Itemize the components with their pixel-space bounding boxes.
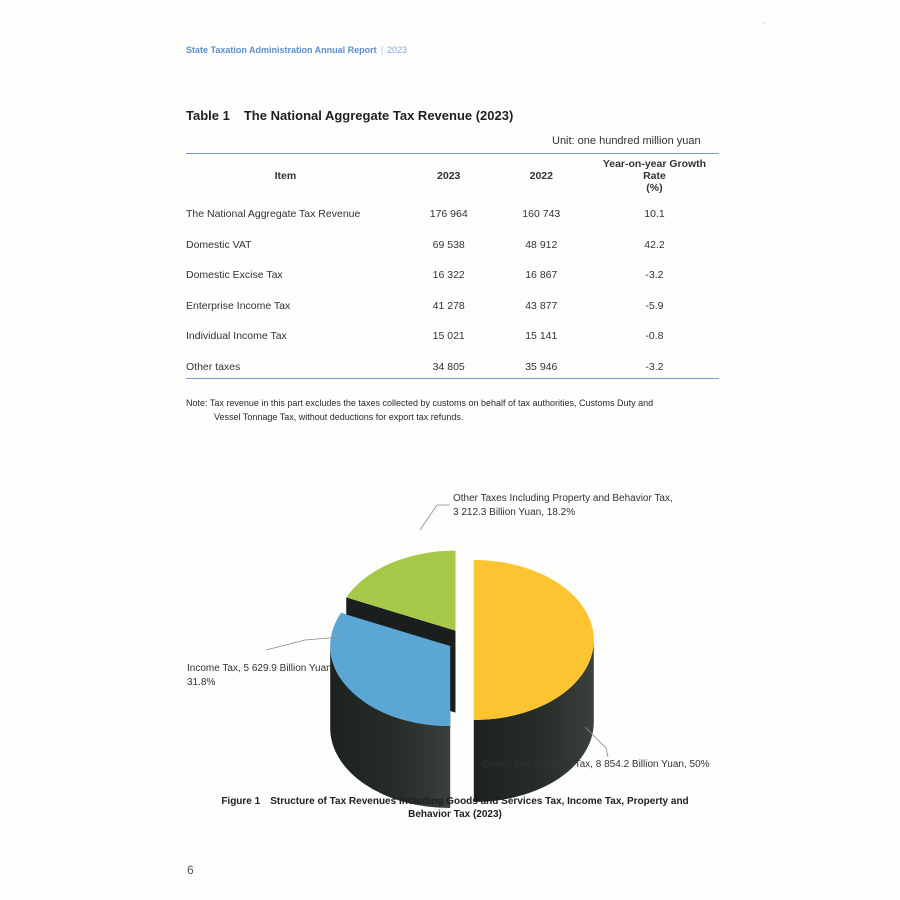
cell-item: Enterprise Income Tax bbox=[186, 299, 291, 312]
cell-2023: 69 538 bbox=[432, 238, 465, 251]
callout-other-taxes-line1: Other Taxes Including Property and Behavior Tax, bbox=[453, 493, 673, 504]
cell-item: Domestic Excise Tax bbox=[186, 269, 283, 282]
page-number: 6 bbox=[187, 863, 194, 877]
cell-2023: 34 805 bbox=[432, 360, 465, 373]
cell-growth: 42.2 bbox=[644, 238, 665, 251]
callout-other-taxes bbox=[453, 492, 673, 520]
callout-income-tax-line2: 31.8% bbox=[187, 677, 216, 688]
corner-mark: ' bbox=[764, 22, 766, 29]
cell-item: Other taxes bbox=[186, 360, 241, 373]
table-unit: Unit: one hundred million yuan bbox=[552, 135, 701, 147]
cell-2023: 15 021 bbox=[432, 330, 465, 343]
cell-2022: 160 743 bbox=[522, 208, 561, 221]
cell-growth: -3.2 bbox=[645, 269, 664, 282]
leader-line-other-taxes bbox=[420, 505, 450, 530]
cell-2022: 15 141 bbox=[525, 330, 558, 343]
header-separator: | bbox=[380, 45, 384, 55]
report-name: State Taxation Administration Annual Report bbox=[186, 45, 377, 55]
leader-line-income-tax bbox=[266, 637, 341, 650]
figure-caption bbox=[210, 795, 700, 821]
cell-growth: 10.1 bbox=[644, 208, 665, 221]
col-header-growth-line2: (%) bbox=[646, 182, 663, 194]
cell-growth: -5.9 bbox=[645, 299, 664, 312]
pie-slice-income-tax bbox=[330, 613, 450, 808]
cell-item: Individual Income Tax bbox=[186, 330, 287, 343]
cell-2022: 43 877 bbox=[525, 299, 558, 312]
cell-growth: -0.8 bbox=[645, 330, 664, 343]
note-line-2: Vessel Tonnage Tax, without deductions for export tax refunds. bbox=[214, 412, 464, 422]
callout-income-tax-line1: Income Tax, 5 629.9 Billion Yuan, bbox=[187, 663, 335, 674]
figure-caption-line1: Structure of Tax Revenues Including Goods and Services Tax, Income Tax, Property and bbox=[270, 796, 689, 807]
cell-2022: 35 946 bbox=[525, 360, 558, 373]
cell-2023: 41 278 bbox=[432, 299, 465, 312]
cell-2022: 48 912 bbox=[525, 238, 558, 251]
cell-item: The National Aggregate Tax Revenue bbox=[186, 208, 361, 221]
callout-income-tax bbox=[187, 662, 335, 690]
cell-item: Domestic VAT bbox=[186, 238, 252, 251]
col-header-2023: 2023 bbox=[437, 170, 461, 182]
table-title-text: The National Aggregate Tax Revenue (2023) bbox=[243, 108, 514, 123]
callout-goods-services bbox=[482, 758, 710, 772]
table-number: Table 1 bbox=[186, 108, 230, 123]
note-line-1: Note: Tax revenue in this part excludes the taxes collected by customs on behalf of tax authorities, Customs Duty and bbox=[186, 398, 654, 408]
callout-other-taxes-line2: 3 212.3 Billion Yuan, 18.2% bbox=[453, 507, 576, 518]
col-header-growth-line1: Year-on-year Growth Rate bbox=[602, 158, 707, 182]
callout-goods-services-text: Goods and Services Tax, 8 854.2 Billion Yuan, 50% bbox=[482, 759, 710, 770]
cell-2022: 16 867 bbox=[525, 269, 558, 282]
cell-growth: -3.2 bbox=[645, 360, 664, 373]
col-header-2022: 2022 bbox=[529, 170, 553, 182]
figure-caption-line2: Behavior Tax (2023) bbox=[408, 809, 502, 820]
cell-2023: 16 322 bbox=[432, 269, 465, 282]
header-year: 2023 bbox=[387, 45, 408, 55]
col-header-item: Item bbox=[274, 170, 297, 182]
figure-number: Figure 1 bbox=[221, 796, 261, 807]
cell-2023: 176 964 bbox=[429, 208, 468, 221]
